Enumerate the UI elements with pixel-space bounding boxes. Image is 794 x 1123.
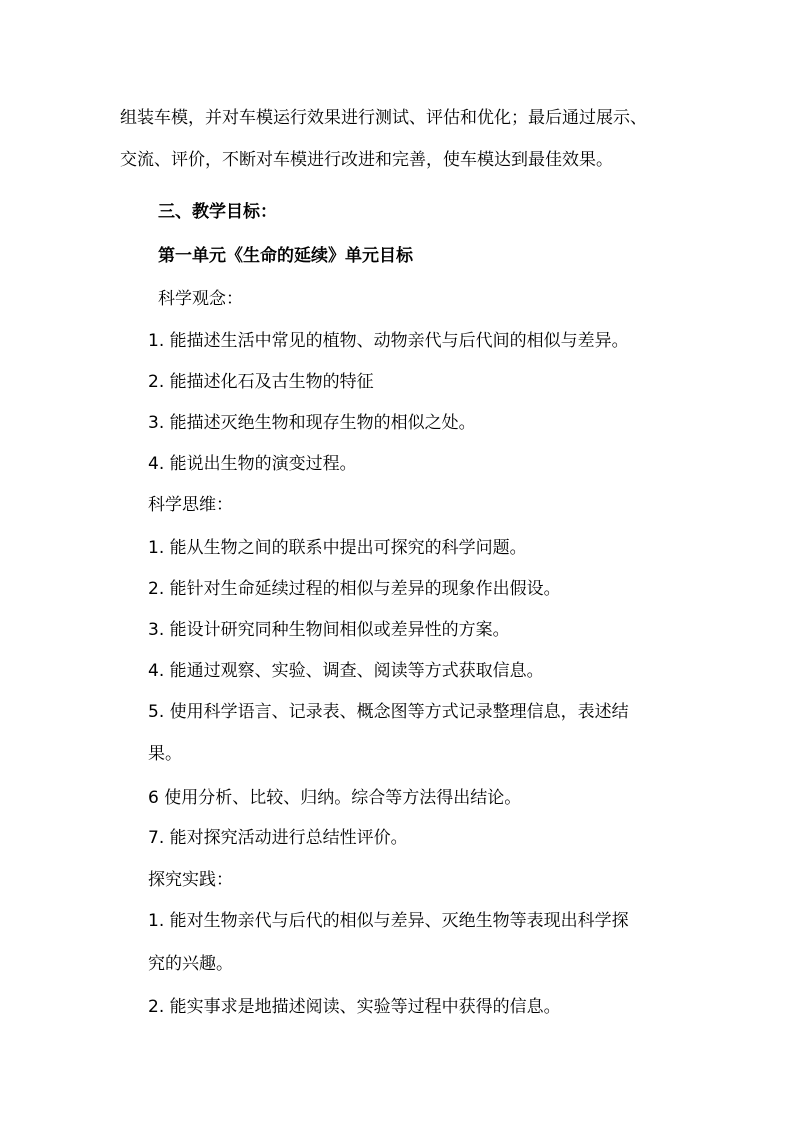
intro-line-1: 组装车模，并对车模运行效果进行测试、评估和优化；最后通过展示、: [120, 108, 647, 128]
science-concepts-label: 科学观念：: [158, 289, 243, 309]
science-thinking-item: 2. 能针对生命延续过程的相似与差异的现象作出假设。: [148, 579, 561, 599]
science-thinking-item: 6 使用分析、比较、归纳。综合等方法得出结论。: [148, 788, 522, 808]
science-thinking-item: 1. 能从生物之间的联系中提出可探究的科学问题。: [148, 538, 527, 558]
science-thinking-item: 7. 能对探究活动进行总结性评价。: [148, 828, 408, 848]
inquiry-practice-item: 1. 能对生物亲代与后代的相似与差异、灭绝生物等表现出科学探: [148, 911, 629, 931]
inquiry-practice-item: 究的兴趣。: [148, 954, 233, 974]
science-thinking-item: 4. 能通过观察、实验、调查、阅读等方式获取信息。: [148, 661, 544, 681]
section-heading: 三、教学目标：: [158, 202, 277, 222]
inquiry-practice-label: 探究实践：: [148, 870, 233, 890]
unit-heading: 第一单元《生命的延续》单元目标: [158, 246, 413, 266]
science-thinking-item: 果。: [148, 744, 182, 764]
science-thinking-label: 科学思维：: [148, 495, 233, 515]
science-concepts-item: 1. 能描述生活中常见的植物、动物亲代与后代间的相似与差异。: [148, 331, 629, 351]
science-thinking-item: 5. 使用科学语言、记录表、概念图等方式记录整理信息，表述结: [148, 702, 629, 722]
science-concepts-item: 4. 能说出生物的演变过程。: [148, 454, 357, 474]
inquiry-practice-item: 2. 能实事求是地描述阅读、实验等过程中获得的信息。: [148, 997, 561, 1017]
science-concepts-item: 3. 能描述灭绝生物和现存生物的相似之处。: [148, 413, 476, 433]
science-thinking-item: 3. 能设计研究同种生物间相似或差异性的方案。: [148, 620, 510, 640]
science-concepts-item: 2. 能描述化石及古生物的特征: [148, 372, 374, 392]
intro-line-2: 交流、评价，不断对车模进行改进和完善，使车模达到最佳效果。: [120, 150, 613, 170]
